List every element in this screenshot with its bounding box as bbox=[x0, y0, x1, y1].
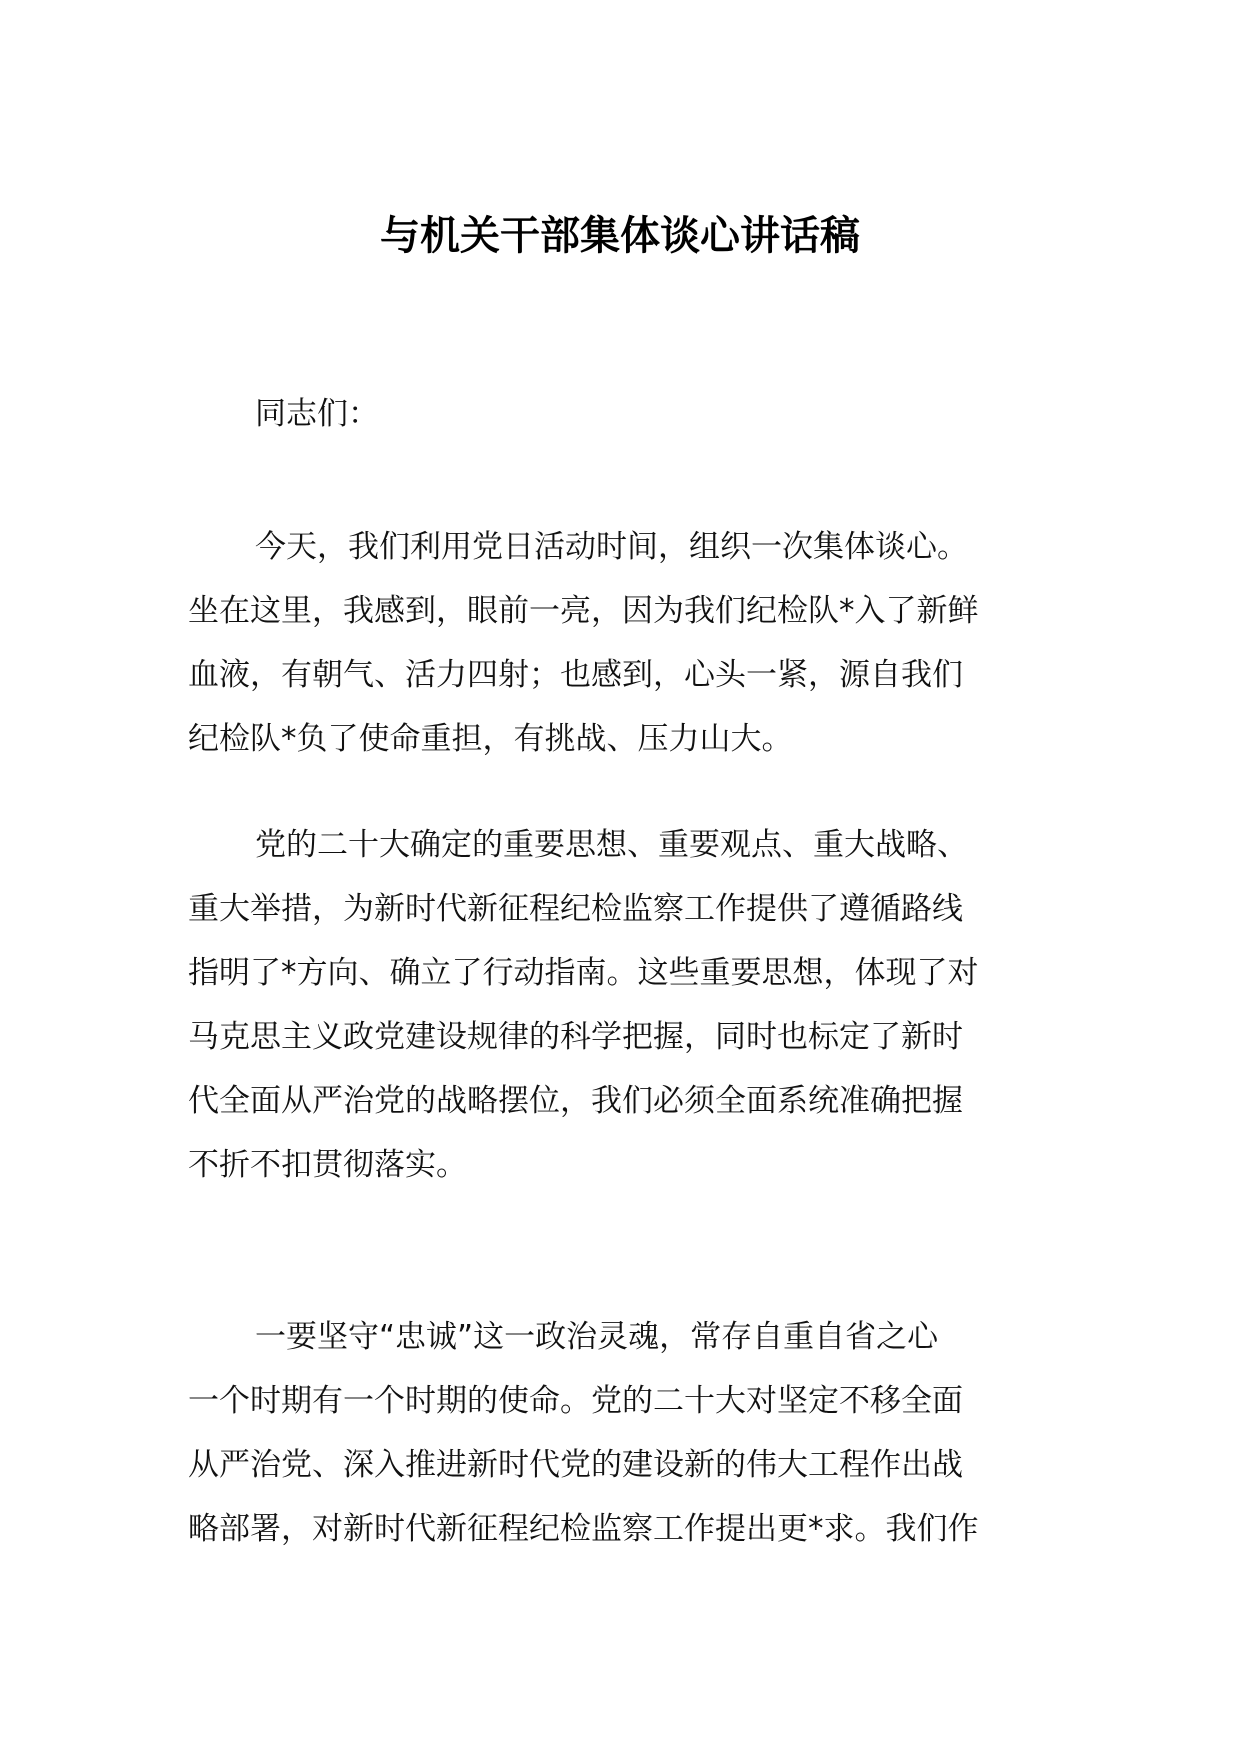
paragraph-2 bbox=[188, 813, 1058, 1197]
paragraph-line: 重大举措，为新时代新征程纪检监察工作提供了遵循路线 bbox=[188, 891, 963, 927]
paragraph-3 bbox=[188, 1305, 1058, 1561]
paragraph-line: 纪检队*负了使命重担，有挑战、压力山大。 bbox=[188, 721, 793, 757]
paragraph-line: 马克思主义政党建设规律的科学把握，同时也标定了新时 bbox=[188, 1019, 963, 1055]
paragraph-line: 坐在这里，我感到，眼前一亮，因为我们纪检队*入了新鲜 bbox=[188, 593, 979, 629]
paragraph-line: 一个时期有一个时期的使命。党的二十大对坚定不移全面 bbox=[188, 1383, 963, 1419]
paragraph-line: 今天，我们利用党日活动时间，组织一次集体谈心。 bbox=[255, 529, 968, 565]
paragraph-line: 血液，有朝气、活力四射；也感到，心头一紧，源自我们 bbox=[188, 657, 963, 693]
paragraph-line: 从严治党、深入推进新时代党的建设新的伟大工程作出战 bbox=[188, 1447, 963, 1483]
paragraph-1 bbox=[188, 515, 1058, 771]
document-title: 与机关干部集体谈心讲话稿 bbox=[380, 213, 860, 259]
paragraph-line: 略部署，对新时代新征程纪检监察工作提出更*求。我们作 bbox=[188, 1511, 979, 1547]
paragraph-line: 一要坚守“忠诚”这一政治灵魂，常存自重自省之心 bbox=[255, 1319, 939, 1355]
paragraph-line: 不折不扣贯彻落实。 bbox=[188, 1147, 467, 1183]
paragraph-line: 党的二十大确定的重要思想、重要观点、重大战略、 bbox=[255, 827, 968, 863]
paragraph-line: 指明了*方向、确立了行动指南。这些重要思想，体现了对 bbox=[188, 955, 979, 991]
paragraph-line: 代全面从严治党的战略摆位，我们必须全面系统准确把握 bbox=[188, 1083, 963, 1119]
salutation: 同志们： bbox=[255, 396, 379, 432]
